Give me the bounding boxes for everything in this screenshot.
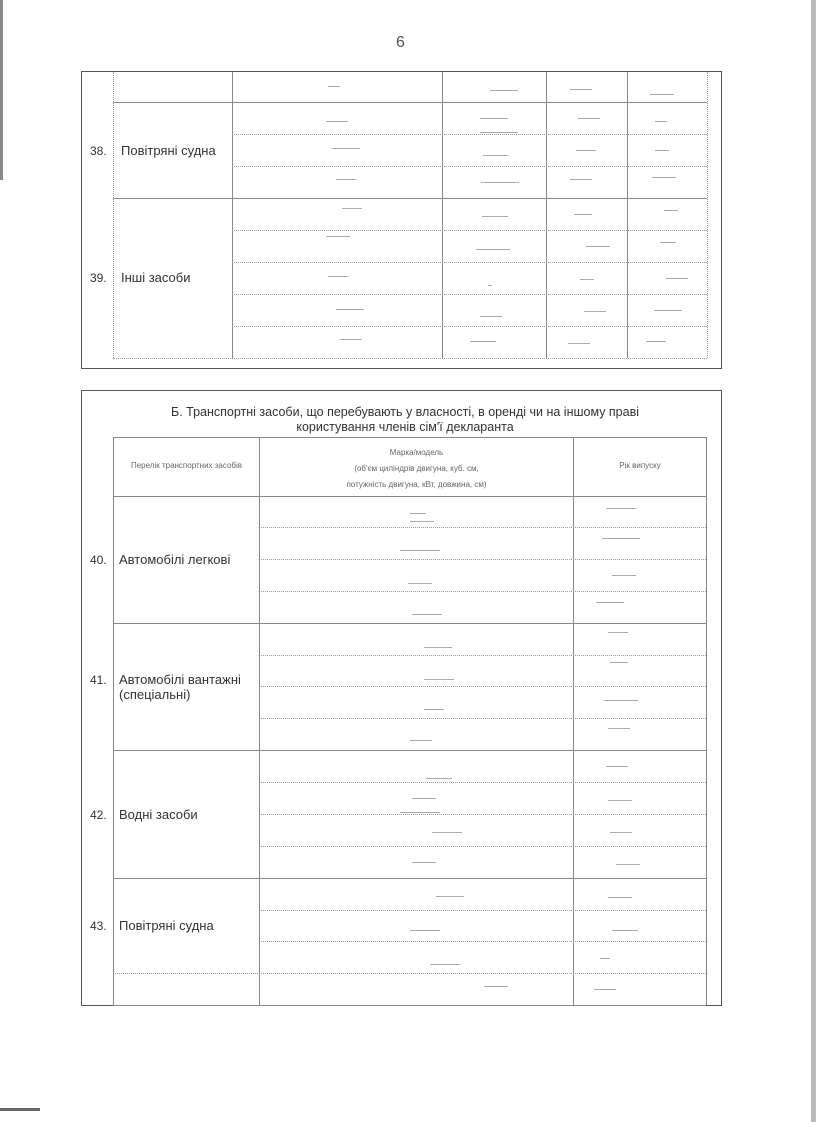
pen-dash — [328, 86, 340, 87]
pen-dash — [484, 986, 508, 987]
row-number: 40. — [90, 553, 107, 567]
row-divider — [259, 941, 706, 942]
pen-dash — [616, 864, 640, 865]
section-title: Б. Транспортні засоби, що перебувають у власності, в оренді чи на іншому праві — [170, 405, 640, 419]
col-divider — [546, 72, 547, 358]
col-divider — [113, 72, 114, 358]
row-label: Автомобілі легкові — [119, 552, 231, 567]
pen-dash — [650, 94, 674, 95]
pen-dash — [424, 709, 444, 710]
pen-dash — [608, 632, 628, 633]
pen-dash — [400, 550, 440, 551]
pen-dash — [600, 958, 610, 959]
pen-dash — [655, 150, 669, 151]
col-divider — [232, 72, 233, 358]
pen-dash — [586, 246, 610, 247]
row-divider — [113, 358, 707, 359]
row-divider — [232, 134, 707, 135]
pen-dash — [612, 575, 636, 576]
pen-dash — [424, 647, 452, 648]
pen-dash — [436, 896, 464, 897]
row-divider — [259, 846, 706, 847]
pen-dash — [336, 309, 364, 310]
row-divider — [259, 782, 706, 783]
pen-dash — [326, 236, 350, 237]
row-divider — [259, 814, 706, 815]
scan-edge — [811, 0, 816, 1122]
row-divider — [113, 623, 706, 624]
row-divider — [232, 326, 707, 327]
row-divider — [259, 527, 706, 528]
row-number: 39. — [90, 271, 107, 285]
row-number: 43. — [90, 919, 107, 933]
row-divider — [259, 718, 706, 719]
row-divider — [259, 686, 706, 687]
pen-dash — [481, 182, 519, 183]
table-frame — [81, 71, 722, 369]
row-divider — [113, 198, 707, 199]
pen-dash — [604, 700, 638, 701]
row-label: Повітряні судна — [121, 143, 216, 158]
pen-dash — [336, 179, 356, 180]
row-label: Водні засоби — [119, 807, 198, 822]
row-divider — [259, 655, 706, 656]
row-divider — [259, 591, 706, 592]
pen-dash — [412, 798, 436, 799]
pen-dash — [410, 521, 434, 522]
pen-dash — [340, 339, 362, 340]
pen-dash — [410, 930, 440, 931]
pen-dash — [664, 210, 678, 211]
row-divider — [113, 496, 706, 497]
row-label: Автомобілі вантажні — [119, 672, 241, 687]
pen-dash — [580, 279, 594, 280]
pen-dash — [608, 897, 632, 898]
pen-dash — [608, 728, 630, 729]
col-divider — [573, 437, 574, 1005]
pen-dash — [408, 583, 432, 584]
col-divider — [442, 72, 443, 358]
pen-dash — [652, 177, 676, 178]
page-number: 6 — [396, 34, 405, 51]
row-divider — [232, 262, 707, 263]
row-number: 41. — [90, 673, 107, 687]
pen-dash — [608, 800, 632, 801]
pen-dash — [602, 538, 640, 539]
pen-dash — [610, 662, 628, 663]
row-divider — [259, 559, 706, 560]
pen-dash — [480, 118, 508, 119]
col-divider — [259, 437, 260, 1005]
pen-dash — [655, 121, 667, 122]
row-divider — [232, 166, 707, 167]
row-divider — [259, 910, 706, 911]
row-number: 42. — [90, 808, 107, 822]
pen-dash — [482, 216, 508, 217]
pen-dash — [342, 208, 362, 209]
pen-dash — [400, 812, 440, 813]
pen-dash — [328, 276, 348, 277]
row-divider — [232, 230, 707, 231]
pen-dash — [483, 155, 508, 156]
row-label: Повітряні судна — [119, 918, 214, 933]
pen-dash — [610, 832, 632, 833]
pen-dash — [470, 341, 496, 342]
row-label: (спеціальні) — [119, 687, 191, 702]
pen-dash — [606, 508, 636, 509]
col-divider — [113, 437, 114, 1005]
row-divider — [113, 102, 707, 103]
column-header: Рік випуску — [619, 461, 661, 470]
pen-dash — [412, 614, 442, 615]
pen-dash — [596, 602, 624, 603]
pen-dash — [660, 242, 676, 243]
row-divider — [113, 750, 706, 751]
pen-dash — [412, 862, 436, 863]
pen-dash — [578, 118, 600, 119]
pen-dash — [424, 679, 454, 680]
pen-dash — [666, 278, 688, 279]
row-divider — [232, 294, 707, 295]
pen-dash — [654, 310, 682, 311]
pen-dash — [574, 214, 592, 215]
col-divider — [707, 72, 708, 358]
scan-edge — [0, 0, 3, 180]
pen-dash — [476, 249, 510, 250]
pen-dash — [480, 316, 502, 317]
pen-dash — [584, 311, 606, 312]
pen-dash — [570, 89, 592, 90]
row-number: 38. — [90, 144, 107, 158]
pen-dash — [480, 132, 518, 133]
pen-dash — [426, 778, 452, 779]
pen-dash — [430, 964, 460, 965]
row-divider — [113, 973, 706, 974]
pen-dash — [326, 121, 348, 122]
section-title: користування членів сім'ї декларанта — [296, 420, 514, 434]
row-divider — [113, 437, 706, 438]
col-divider — [627, 72, 628, 358]
pen-dash — [410, 740, 432, 741]
row-label: Інші засоби — [121, 270, 191, 285]
column-header: Марка/модель — [389, 448, 444, 457]
column-header: потужність двигуна, кВт, довжина, см) — [346, 480, 487, 489]
row-divider — [113, 878, 706, 879]
pen-dash — [432, 832, 462, 833]
column-header: Перелік транспортних засобів — [130, 461, 243, 470]
row-divider — [113, 1005, 706, 1006]
pen-dash — [612, 930, 638, 931]
pen-dash — [606, 766, 628, 767]
pen-dash — [576, 150, 596, 151]
column-header: (об'єм циліндрів двигуна, куб. см, — [354, 464, 479, 473]
scan-edge — [0, 1108, 40, 1111]
pen-dash — [488, 285, 492, 286]
pen-dash — [570, 179, 592, 180]
pen-dash — [594, 989, 616, 990]
pen-dash — [568, 343, 590, 344]
pen-dash — [332, 148, 360, 149]
pen-dash — [410, 513, 426, 514]
col-divider — [706, 437, 707, 1005]
pen-dash — [646, 341, 666, 342]
pen-dash — [490, 90, 518, 91]
